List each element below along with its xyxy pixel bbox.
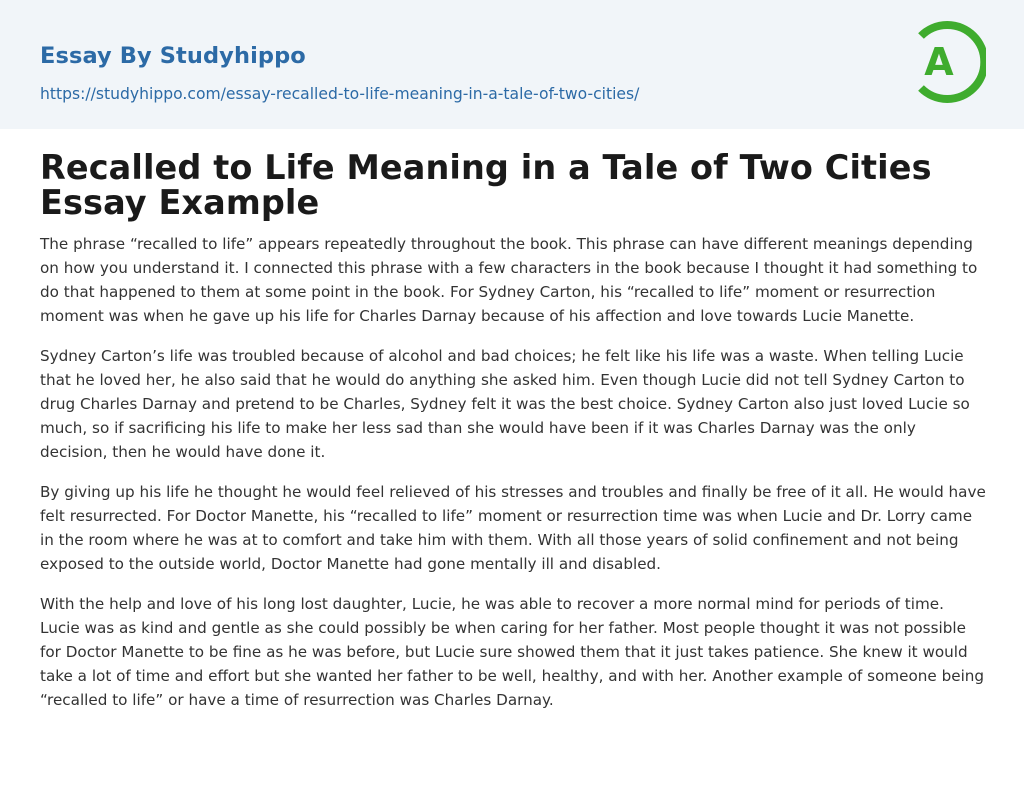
essay-paragraph: Sydney Carton’s life was troubled because of alcohol and bad choices; he felt like his life was a waste. When telling Lucie that he loved her, he also said that he would do anything she asked him. Even though Lucie did not tell Sydney Carton to drug Charles Darnay and pretend to be Charles, Sydney felt it was the best choice. Sydney Carton also just loved Lucie so much, so if sacrificing his life to make her less sad than she would have been if it was Charles Darnay was the only decision, then he would have done it. [40,347,970,461]
site-brand[interactable]: Essay By Studyhippo [40,43,306,69]
essay-paragraph: By giving up his life he thought he would feel relieved of his stresses and troubles and finally be free of it all. He would have felt resurrected. For Doctor Manette, his “recalled to life” moment or resurrection time was when Lucie and Dr. Lorry came in the room where he was at to comfort and take him with them. With all those years of solid confinement and not being exposed to the outside world, Doctor Manette had gone mentally ill and disabled. [40,483,986,573]
page-title: Recalled to Life Meaning in a Tale of Two Cities Essay Example [40,148,932,222]
source-url-link[interactable]: https://studyhippo.com/essay-recalled-to-life-meaning-in-a-tale-of-two-cities/ [40,85,640,103]
essay-paragraph: The phrase “recalled to life” appears repeatedly throughout the book. This phrase can have different meanings depending on how you understand it. I connected this phrase with a few characters in the book because I thought it had something to do that happened to them at some point in the book. For Sydney Carton, his “recalled to life” moment or resurrection moment was when he gave up his life for Charles Darnay because of his affection and love towards Lucie Manette. [40,235,978,325]
logo-letter: A [924,40,954,84]
essay-paragraph: With the help and love of his long lost daughter, Lucie, he was able to recover a more normal mind for periods of time. Lucie was as kind and gentle as she could possibly be when caring for her father. Most people thought it was not possible for Doctor Manette to be fine as he was before, but Lucie sure showed them that it just takes patience. She knew it would take a lot of time and effort but she wanted her father to be well, healthy, and with her. Another example of someone being “recalled to life” or have a time of resurrection was Charles Darnay. [40,595,985,709]
site-header [0,0,1024,129]
studyhippo-logo-icon[interactable] [912,19,986,105]
article [40,150,986,712]
